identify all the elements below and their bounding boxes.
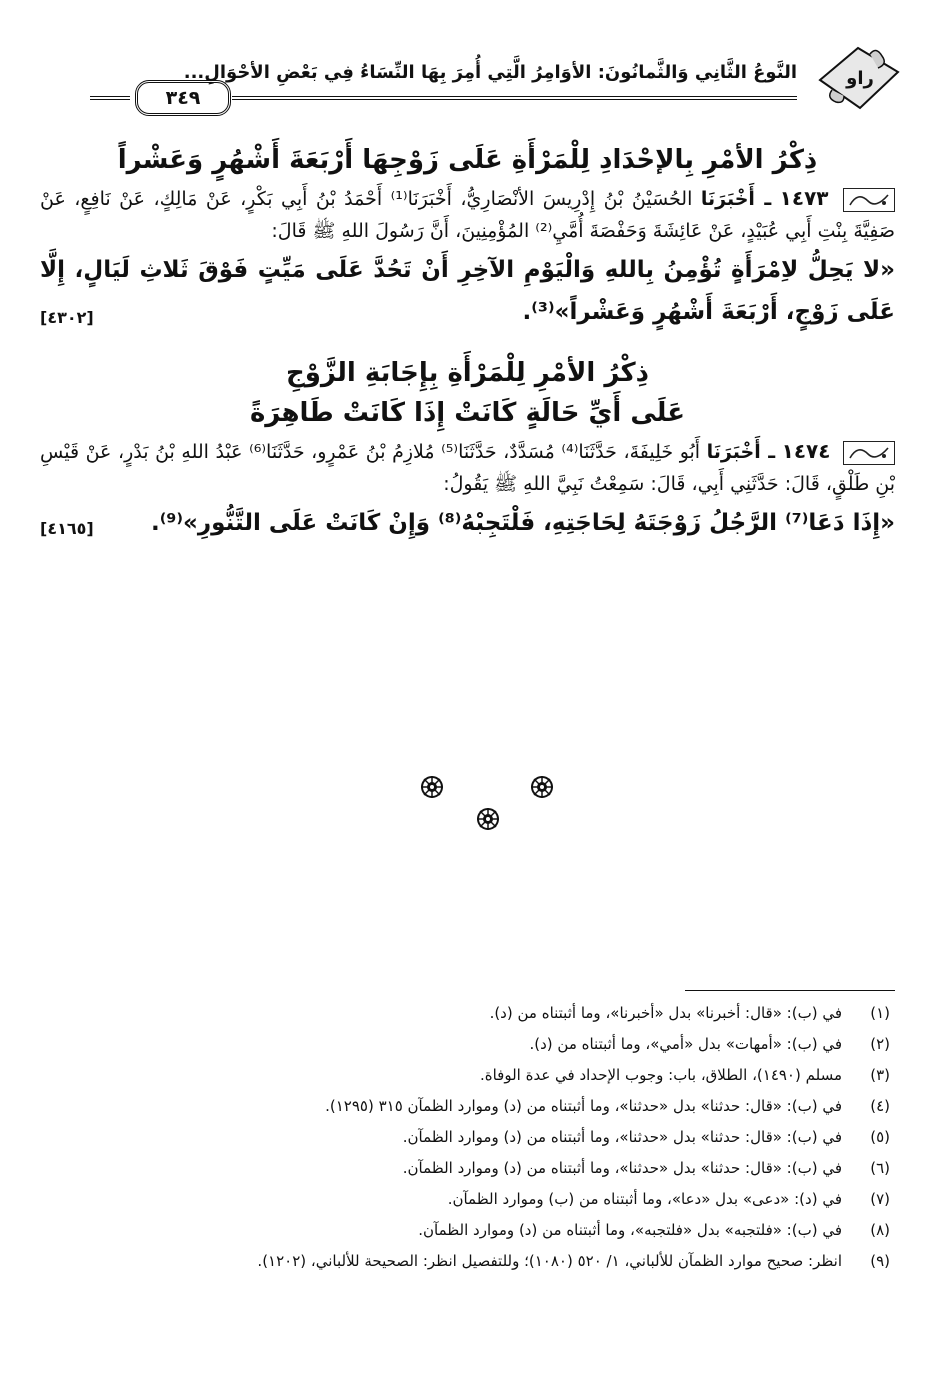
footnote-separator xyxy=(685,990,895,991)
footnote: (٣) مسلم (١٤٩٠)، الطلاق، باب: وجوب الإحداد في عدة الوفاة. xyxy=(479,1066,890,1084)
chapter-heading: ذِكْرُ الأمْرِ لِلْمَرْأَةِ بِإِجَابَةِ الزَّوْجِ xyxy=(286,358,649,388)
hadith-number: ١٤٧٤ xyxy=(781,439,831,463)
corner-badge xyxy=(810,40,905,115)
hadith-reference: [٤١٦٥] xyxy=(40,519,94,538)
header-rule-short xyxy=(90,96,130,100)
chapter-heading-line-2: عَلَى أَيِّ حَالَةٍ كَانَتْ إِذَا كَانَتْ طَاهِرَةً xyxy=(249,398,686,428)
main-text xyxy=(40,140,895,550)
flower-ornament-icon xyxy=(530,775,554,799)
hadith-mark-icon xyxy=(843,188,895,212)
isnad-text: الحُسَيْنُ بْنُ إِدْرِيسَ الأنْصَارِيُّ، أَخْبَرَنَا⁽¹⁾ أَحْمَدُ بْنُ أَبِي بَكْرٍ، عَنْ مَالِكٍ، عَنْ نَافِعٍ، عَنْ صَفِيَّةَ بِنْتِ أَبِي عُبَيْدٍ، عَنْ عَائِشَةَ وَحَفْصَةَ أُمَّيِ⁽²⁾ المُؤْمِنِينَ، أَنَّ رَسُولَ اللهِ ﷺ قَالَ: xyxy=(40,188,895,242)
chapter-heading: ذِكْرُ الأمْرِ بِالإحْدَادِ لِلْمَرْأَةِ عَلَى زَوْجِهَا أَرْبَعَةَ أَشْهُرٍ وَعَشْراً xyxy=(117,145,818,175)
isnad-lead: أَخْبَرَنَا xyxy=(706,441,761,463)
hadith-mark-icon xyxy=(843,441,895,465)
section-divider xyxy=(0,775,945,835)
hadith-matn xyxy=(40,249,895,333)
hadith-block xyxy=(40,180,895,339)
footnote: (٤) في (ب): «قال: حدثنا» بدل «حدثنا»، وما أثبتناه من (د) وموارد الظمآن ٣١٥ (١٢٩٥). xyxy=(325,1097,890,1115)
isnad-text: أَبُو خَلِيفَةَ، حَدَّثَنَا⁽⁴⁾ مُسَدَّدٌ، حَدَّثَنَا⁽⁵⁾ مُلازِمُ بْنُ عَمْرٍو، حَدَّثَنَا⁽⁶⁾ عَبْدُ اللهِ بْنُ بَدْرٍ، عَنْ قَيْسِ بْنِ طَلْقٍ، قَالَ: حَدَّثَنِي أَبِي، قَالَ: سَمِعْتُ نَبِيَّ اللهِ ﷺ يَقُولُ: xyxy=(40,441,895,495)
page-header xyxy=(40,40,905,130)
footnote: (٢) في (ب): «أمهات» بدل «أمي»، وما أثبتناه من (د). xyxy=(529,1035,890,1053)
matn-text: «إِذَا دَعَا⁽⁷⁾ الرَّجُلُ زَوْجَتَهُ لِحَاجَتِهِ، فَلْتَجِبْهُ⁽⁸⁾ وَإِنْ كَانَتْ عَلَى التَّنُّورِ»⁽⁹⁾. xyxy=(150,510,895,536)
hadith-block xyxy=(40,433,895,550)
footnote: (٦) في (ب): «قال: حدثنا» بدل «حدثنا»، وما أثبتناه من (د) وموارد الظمآن. xyxy=(402,1159,890,1177)
corner-badge-text: راو xyxy=(846,68,874,89)
flower-ornament-icon xyxy=(476,807,500,831)
hadith-reference: [٤٣٠٢] xyxy=(40,308,94,327)
footnotes xyxy=(40,998,890,1277)
flower-ornament-icon xyxy=(420,775,444,799)
hadith-isnad: ١٤٧٤ ـ أَخْبَرَنَا أَبُو خَلِيفَةَ، حَدَّثَنَا⁽⁴⁾ مُسَدَّدٌ، حَدَّثَنَا⁽⁵⁾ مُلازِمُ بْنُ عَمْرٍو، حَدَّثَنَا⁽⁶⁾ عَبْدُ اللهِ بْنُ بَدْرٍ، عَنْ قَيْسِ بْنِ طَلْقٍ، قَالَ: حَدَّثَنِي أَبِي، قَالَ: سَمِعْتُ نَبِيَّ اللهِ ﷺ يَقُولُ: xyxy=(40,439,895,495)
isnad-lead: أَخْبَرَنَا xyxy=(700,188,755,210)
footnote: (٨) في (ب): «فلتجبه» بدل «فلتجبه»، وما أثبتناه من (د) وموارد الظمآن. xyxy=(418,1221,890,1239)
hadith-matn xyxy=(40,502,895,544)
footnote: (١) في (ب): «قال: أخبرنا» بدل «أخبرنا»، وما أثبتناه من (د). xyxy=(489,1004,890,1022)
matn-text: «لا يَحِلُّ لاِمْرَأَةٍ تُؤْمِنُ بِاللهِ وَالْيَوْمِ الآخِرِ أَنْ تَحُدَّ عَلَى مَيِّتٍ فَوْقَ ثَلاثِ لَيَالٍ، إِلَّا عَلَى زَوْجٍ، أَرْبَعَةَ أَشْهُرٍ وَعَشْراً»⁽³⁾. xyxy=(40,257,895,325)
puzzle-ornament-icon xyxy=(810,40,905,115)
hadith-isnad: ١٤٧٣ ـ أَخْبَرَنَا الحُسَيْنُ بْنُ إِدْرِيسَ الأنْصَارِيُّ، أَخْبَرَنَا⁽¹⁾ أَحْمَدُ بْنُ أَبِي بَكْرٍ، عَنْ مَالِكٍ، عَنْ نَافِعٍ، عَنْ صَفِيَّةَ بِنْتِ أَبِي عُبَيْدٍ، عَنْ عَائِشَةَ وَحَفْصَةَ أُمَّيِ⁽²⁾ المُؤْمِنِينَ، أَنَّ رَسُولَ اللهِ ﷺ قَالَ: xyxy=(40,186,895,242)
page-number: ٣٤٩ xyxy=(135,80,231,116)
footnote: (٧) في (د): «دعى» بدل «دعا»، وما أثبتناه من (ب) وموارد الظمآن. xyxy=(447,1190,890,1208)
header-rule xyxy=(232,96,797,100)
footnote: (٩) انظر: صحيح موارد الظمآن للألباني، ١/ ٥٢٠ (١٠٨٠)؛ وللتفصيل انظر: الصحيحة للألباني، (١٢٠٢). xyxy=(257,1252,890,1270)
hadith-number: ١٤٧٣ xyxy=(779,186,829,210)
running-title: النَّوعُ الثَّانِي وَالثَّمانُونَ: الأوَامِرُ الَّتِي أُمِرَ بِهَا النِّسَاءُ فِي بَعْضِ الأحْوَالِ... xyxy=(183,62,797,83)
footnote: (٥) في (ب): «قال: حدثنا» بدل «حدثنا»، وما أثبتناه من (د) وموارد الظمآن. xyxy=(402,1128,890,1146)
